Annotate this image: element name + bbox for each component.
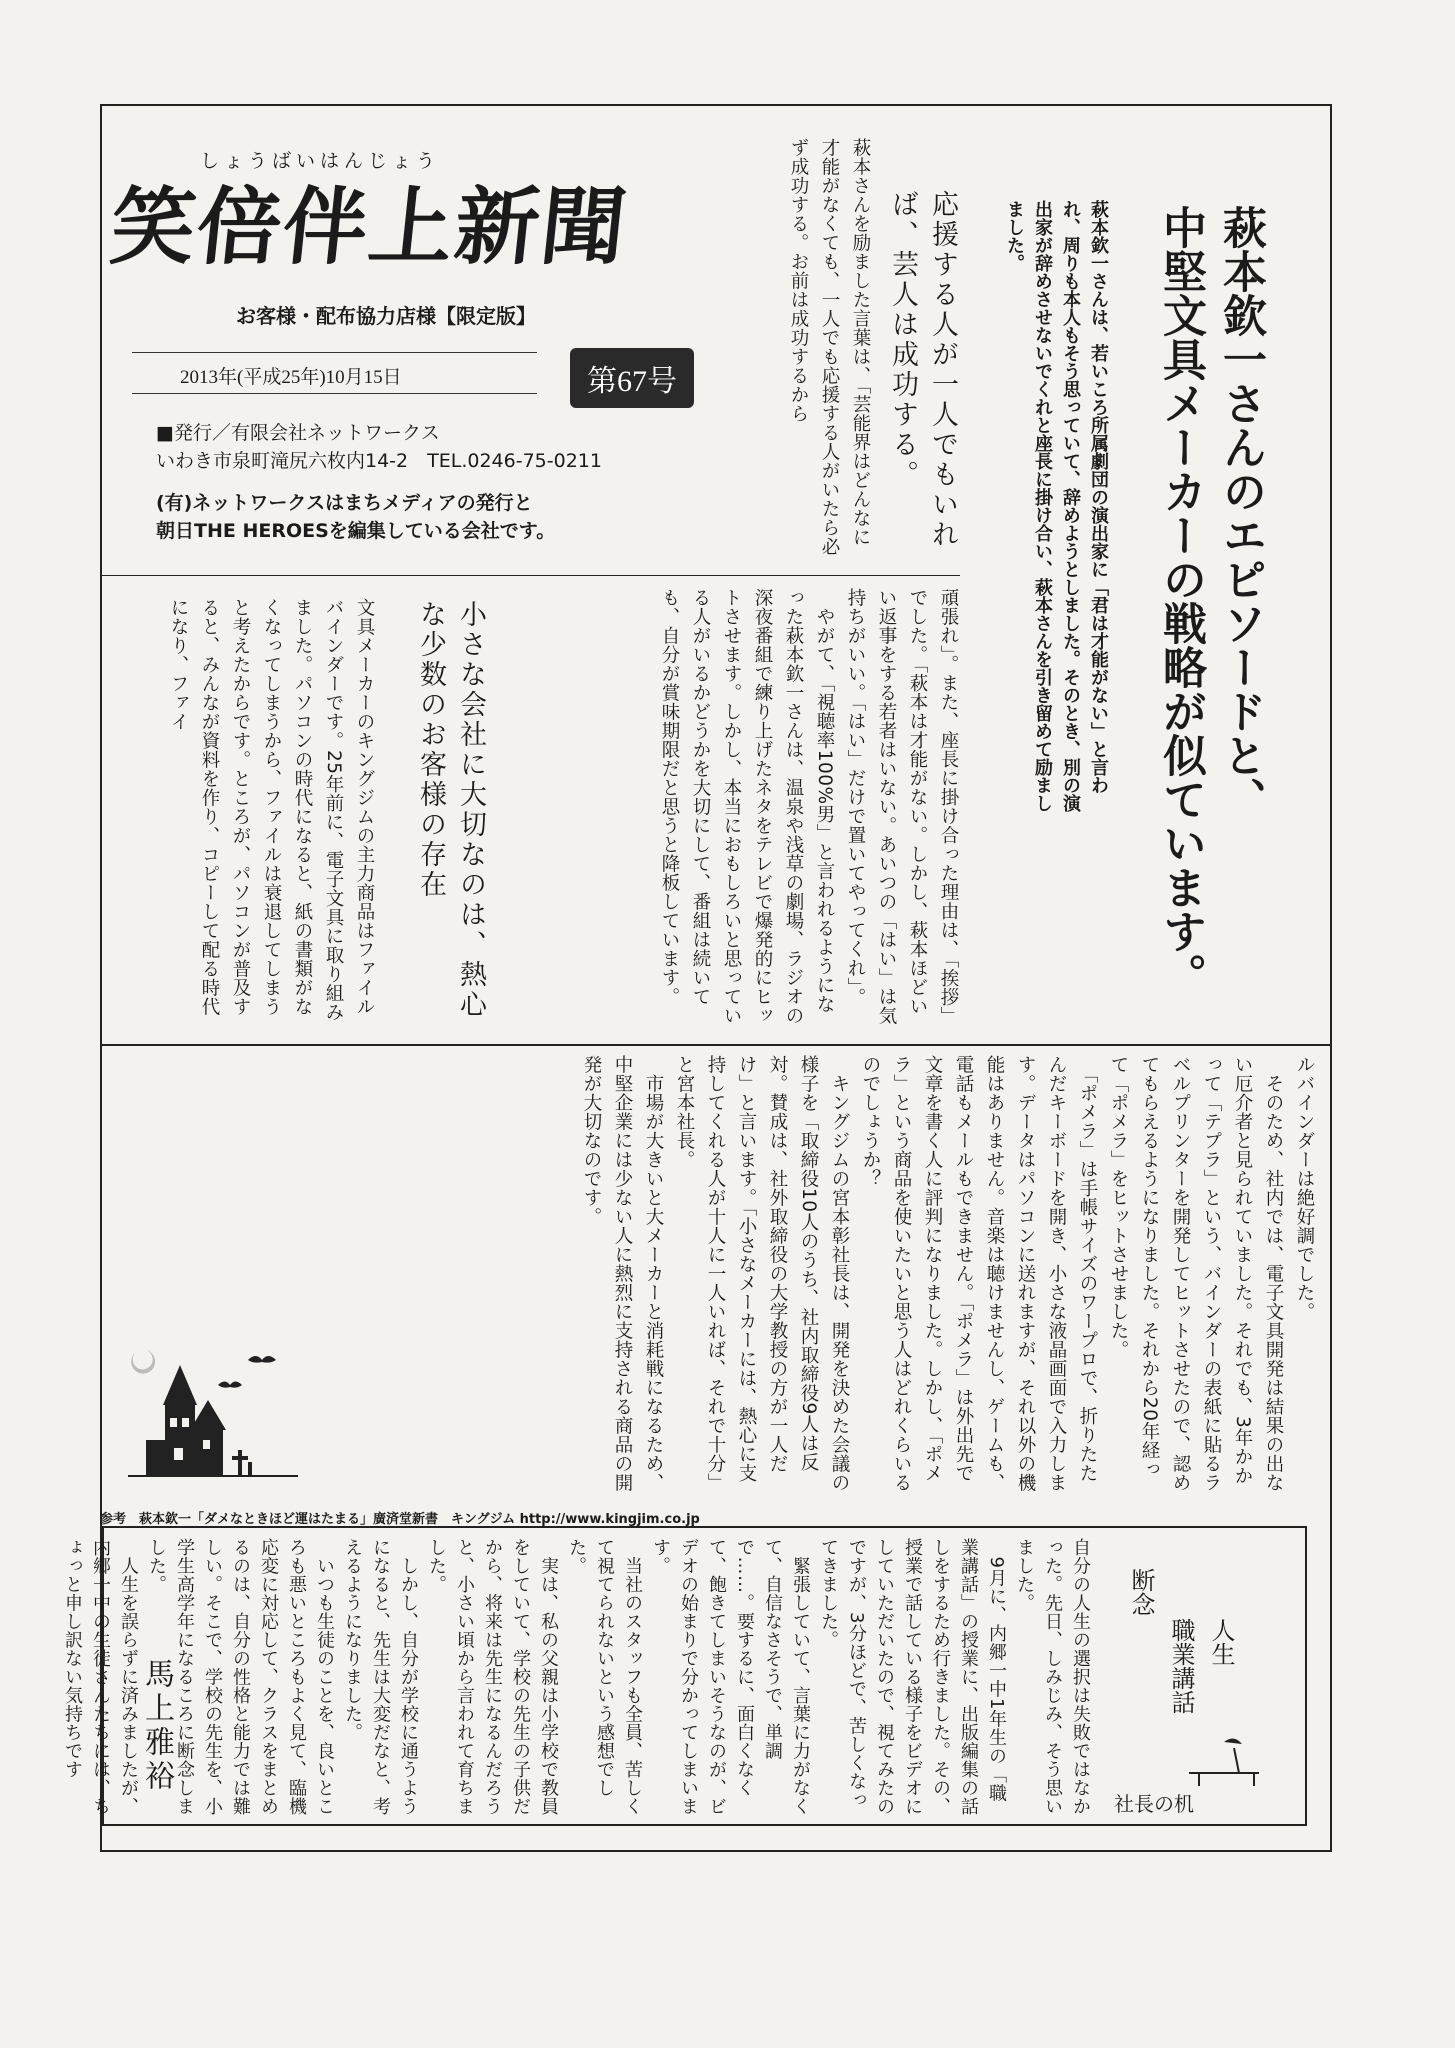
quote-support: 応援する人が一人でもいれば、芸人は成功する。 [887,190,958,550]
haunted-house-illustration [108,1330,308,1480]
newspaper-title: 笑倍伴上新聞 [106,177,633,276]
upper-divider [100,575,960,576]
date-rule-bottom [132,393,537,394]
headline-line-2: 中堅文具メーカーの戦略が似ています。 [1155,205,1206,997]
desk-title-1: 人生 [1207,1618,1235,1666]
article-column-2: 頑張れ」。また、座長に掛け合った理由は、「挨拶」でした。「萩本は才能がない。しかし、萩本ほどいい返事をする若者はいない。あいつの「はい」は気持ちがいい。「はい」だけで置いてやってくれ」。 やがて、「視聴率100%男」と言われるようになった萩本欽一さんは、温泉や浅草の劇場、ラジオの深夜番組で練り上げたネタをテレビで爆発的にヒットさせます。しかし、本当におもしろいと思っている人がいるかどうかを大切にして、番組は続いても、自分が賞味期限だと思うと降板しています。 [659,588,959,1026]
title-furigana: しょうばいはんじょう [200,150,441,172]
desk-title-3: 断念 [1127,1568,1155,1616]
publisher-note-1: (有)ネットワークスはまちメディアの発行と [156,492,533,514]
quote-small-company: 小さな会社に大切なのは、熱心な少数のお客様の存在 [415,600,486,1020]
article-column-3: 文具メーカーのキングジムの主力商品はファイルバインダーです。25年前に、電子文具に取り組みました。パソコンの時代になると、紙の書類がなくなってしまうから、ファイルは衰退してしまうと考えたからです。ところが、パソコンが普及すると、みんなが資料を作り、コピーして配る時代になり、ファイ [168,598,375,1022]
date-rule-top [132,352,537,353]
desk-title-2: 職業講話 [1167,1618,1195,1714]
issue-number-badge: 第67号 [570,348,694,408]
mid-divider [100,1044,1332,1046]
desk-corner-label: 社長の机 [1114,1792,1194,1816]
publisher-address: いわき市泉町滝尻六枚内14-2 TEL.0246-75-0211 [156,450,602,472]
article-column-4: ルバインダーは絶好調でした。 そのため、社内では、電子文具開発は結果の出ない厄介者と見られていました。それでも、3年かかって「テプラ」という、バインダーの表紙に貼るラベルプリンターを開発してヒットさせたので、認めてもらえるようになりました。それから20年経って「ポメラ」をヒットさせました。 「ポメラ」は手帳サイズのワープロで、折りたたんだキーボードを開き、小さな液晶画面で入力します。データはパソコンに送れますが、それ以外の機能はありません。音楽は聴けませんし、ゲームも、電話もメールもできません。「ポメラ」は外出先で文章を書く人に評判になりました。しかし、「ポメラ」という商品を使いたいと思う人はどれくらいるのでしょうか？ キングジムの宮本彰社長は、開発を決めた会議の様子を「取締役10人のうち、社内取締役9人は反対。賛成は、社外取締役の大学教授の方が一人だけ」と言います。「小さなメーカーには、熱心に支持してくれる人が十人に一人いれば、それで十分」と宮本社長。 市場が大きいと大メーカーと消耗戦になるため、中堅企業には少ない人に熱烈に支持される商品の開発が大切なのです。 [581,1055,1315,1492]
edition-label: お客様・配布協力店様【限定版】 [236,304,536,328]
article-column-1: 萩本さんを励ました言葉は、「芸能界はどんなに才能がなくても、一人でも応援する人がいたら必ず成功する。お前は成功するから [788,138,871,556]
reference-line: 参考 萩本欽一「ダメなときほど運はたまる」廣済堂新書 キングジム http://www.kingjim.co.jp [100,1512,700,1527]
issue-date: 2013年(平成25年)10月15日 [180,367,402,388]
lead-paragraph: 萩本欽一さんは、若いころ所属劇団の演出家に「君は才能がない」と言われ、周りも本人もそう思っていて、辞めようとしました。そのとき、別の演出家が辞めさせないでくれと座長に掛け合い、萩本さんを引き留めて励ましました。 [1004,200,1109,812]
desk-signature: 馬上雅裕 [139,1658,174,1794]
desk-lamp-illustration [1184,1728,1264,1788]
publisher-note-2: 朝日THE HEROESを編集している会社です。 [156,520,556,542]
president-desk-column [62,1526,1307,1826]
publisher-name: ■発行／有限会社ネットワークス [156,422,440,444]
desk-body: 自分の人生の選択は失敗ではなかった。先日、しみじみ、そう思いました。 9月に、内郷一中1年生の「職業講話」の授業に、出版編集の話しをするため行きました。その、授業で話している様子をビデオにしていただいたので、視てみたのですが、3分ほどで、苦しくなってきました。 緊張していて、言葉に力がなくて、自信なさそうで、単調で……。要するに、面白くなくて、飽きてしまいそうなのが、ビデオの始まりで分かってしまいます。 当社のスタッフも全員、苦しくて視てられないという感想でした。 実は、私の父親は小学校で教員をしていて、学校の先生の子供だから、将来は先生になるんだろうと、小さい頃から言われて育ちました。 しかし、自分が学校に通うようになると、先生は大変だなと、考えるようになりました。 いつも生徒のことを、良いところも悪いところもよく見て、臨機応変に対応して、クラスをまとめるのは、自分の性格と能力では難しい。そこで、学校の先生を、小学生高学年になるころに断念しました。 人生を誤らずに済みましたが、内郷一中の生徒さんたちには、ちょっと申し訳ない気持ちです [62,1538,1091,1816]
headline-line-1: 萩本欽一さんのエピソードと、 [1215,205,1266,821]
